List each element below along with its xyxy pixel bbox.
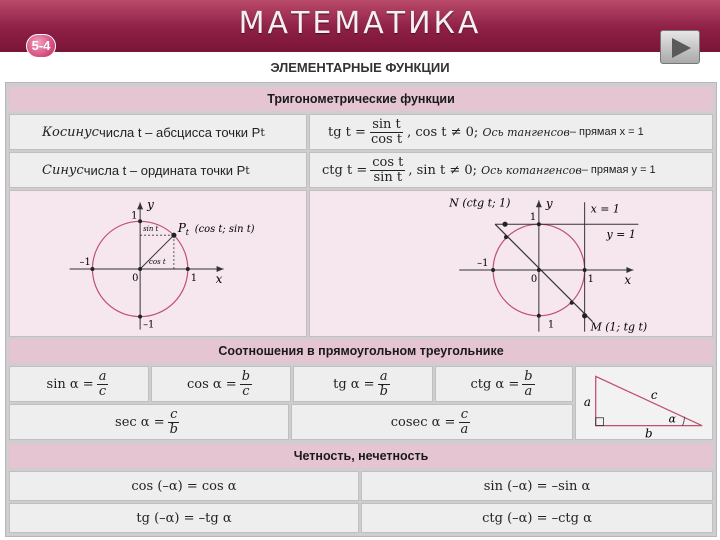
sec-ratio xyxy=(9,404,289,440)
cosine-sub: t xyxy=(260,125,265,139)
sin-parity: sin (–α) = –sin α xyxy=(361,471,713,501)
side-c-label: c xyxy=(650,388,658,403)
sec-ratio-lhs: sec α = xyxy=(115,414,165,430)
sec-ratio-den: b xyxy=(169,421,178,437)
x-label-2: x xyxy=(624,272,632,287)
one-bottom-label-2: 1 xyxy=(547,319,555,331)
minus-one-left-label: –1 xyxy=(79,256,91,268)
point-circle-b xyxy=(570,301,574,305)
header-banner xyxy=(0,0,720,52)
point-circle-a xyxy=(504,235,508,239)
ctg-ratio-lhs: ctg α = xyxy=(470,376,520,392)
ctg-num: cos t xyxy=(372,154,404,170)
right-triangle-diagram xyxy=(576,366,712,440)
sine-definition xyxy=(9,152,307,188)
zero-label: 0 xyxy=(132,272,139,284)
right-angle-mark xyxy=(596,418,604,426)
sin-ratio-num: a xyxy=(98,368,107,384)
sin-ratio-den: c xyxy=(98,383,107,399)
cosec-ratio-lhs: cosec α = xyxy=(390,414,456,430)
tg-ratio-num: a xyxy=(379,368,388,384)
sine-term: Синус xyxy=(42,162,84,178)
tg-num: sin t xyxy=(372,116,401,132)
cos-ratio xyxy=(151,366,291,402)
tangent-circle-figure xyxy=(309,190,713,337)
section-header-triangle: Соотношения в прямоугольном треугольнике xyxy=(9,339,713,363)
sin-label: sin t xyxy=(143,225,159,234)
y-axis-arrow-icon xyxy=(137,202,143,209)
side-b-label: b xyxy=(644,426,653,440)
tg-parity: tg (–α) = –tg α xyxy=(9,503,359,533)
cosine-definition xyxy=(9,114,307,150)
tg-condition: , cos t ≠ 0; xyxy=(407,124,479,140)
cotangent-definition xyxy=(309,152,713,188)
section-header-trig: Тригонометрические функции xyxy=(9,87,713,111)
alpha-arc xyxy=(682,417,684,426)
app-title: МАТЕМАТИКА xyxy=(238,6,482,41)
point-left xyxy=(90,267,94,271)
sin-ratio-lhs: sin α = xyxy=(46,376,94,392)
y-line-label: y = 1 xyxy=(606,228,636,242)
tg-ratio-lhs: tg α = xyxy=(333,376,375,392)
tangent-diagram xyxy=(310,190,712,337)
next-slide-button[interactable] xyxy=(660,30,700,64)
point-right xyxy=(186,267,190,271)
sin-ratio-fraction xyxy=(97,370,109,399)
ctg-ratio xyxy=(435,366,573,402)
tg-den: cos t xyxy=(370,131,403,147)
tg-ratio-fraction xyxy=(378,370,390,399)
point-top-2 xyxy=(537,222,541,226)
ctg-lhs: ctg t = xyxy=(322,162,368,178)
one-top-label: 1 xyxy=(131,210,138,222)
cos-ratio-lhs: cos α = xyxy=(186,376,237,392)
sec-ratio-fraction xyxy=(168,408,180,437)
tg-fraction xyxy=(369,118,404,147)
minus-one-bottom-label: –1 xyxy=(143,319,155,331)
section-header-parity: Четность, нечетность xyxy=(9,444,713,468)
x-line-label: x = 1 xyxy=(590,202,620,216)
y-label-2: y xyxy=(545,196,553,211)
one-right-label-2: 1 xyxy=(587,273,594,285)
tangent-axis-rest: – прямая x = 1 xyxy=(569,126,644,138)
zero-label-2: 0 xyxy=(530,273,538,285)
point-bottom-2 xyxy=(537,314,541,318)
page-subtitle: ЭЛЕМЕНТАРНЫЕ ФУНКЦИИ xyxy=(270,60,450,75)
point-p xyxy=(171,233,176,238)
sec-ratio-num: c xyxy=(170,406,178,422)
cos-parity: cos (–α) = cos α xyxy=(9,471,359,501)
n-label: N (ctg t; 1) xyxy=(449,196,511,210)
cotangent-axis-label: Ось котангенсов xyxy=(481,163,582,177)
point-top xyxy=(138,219,142,223)
ctg-condition: , sin t ≠ 0; xyxy=(408,162,477,178)
point-right-2 xyxy=(583,268,587,272)
page-badge: 5-4 xyxy=(26,34,56,58)
cosine-term: Косинус xyxy=(42,124,99,140)
cosec-ratio-fraction xyxy=(458,408,470,437)
point-m xyxy=(582,313,587,318)
cosec-ratio-den: a xyxy=(460,421,469,437)
poster xyxy=(5,82,717,537)
unit-circle-diagram xyxy=(10,190,306,337)
cotangent-axis-rest: – прямая y = 1 xyxy=(581,164,656,176)
point-left-2 xyxy=(491,268,495,272)
side-a-label: a xyxy=(583,394,591,409)
cos-label: cos t xyxy=(149,257,166,266)
diagonal-line xyxy=(495,224,593,322)
p-coords-label: (cos t; sin t) xyxy=(194,224,255,236)
tg-lhs: tg t = xyxy=(328,124,366,140)
point-bottom xyxy=(138,315,142,319)
cos-ratio-den: c xyxy=(242,383,250,399)
ctg-ratio-den: a xyxy=(524,383,533,399)
point-n xyxy=(502,222,507,227)
tangent-axis-label: Ось тангенсов xyxy=(482,125,570,139)
minus-one-left-label-2: –1 xyxy=(477,257,489,269)
cosec-ratio-num: c xyxy=(460,406,468,422)
one-right-label: 1 xyxy=(190,272,198,284)
origin-point xyxy=(138,267,142,271)
tangent-definition xyxy=(309,114,713,150)
unit-circle-figure xyxy=(9,190,307,337)
cosine-text: числа t – абсцисса точки P xyxy=(98,124,261,140)
sine-text: числа t – ордината точки P xyxy=(83,162,246,178)
p-label: P xyxy=(177,221,186,236)
sin-ratio xyxy=(9,366,149,402)
alpha-label: α xyxy=(668,412,676,426)
play-arrow-icon xyxy=(670,37,692,59)
y-axis-arrow-icon-2 xyxy=(536,200,542,207)
ctg-parity: ctg (–α) = –ctg α xyxy=(361,503,713,533)
p-sub-label: t xyxy=(185,228,190,238)
ctg-fraction xyxy=(370,156,405,185)
sine-sub: t xyxy=(245,163,250,177)
cos-ratio-num: b xyxy=(241,368,251,384)
tg-ratio xyxy=(293,366,433,402)
tg-ratio-den: b xyxy=(379,383,388,399)
ctg-ratio-num: b xyxy=(524,368,533,384)
right-triangle-figure xyxy=(575,366,713,440)
ctg-den: sin t xyxy=(373,169,403,185)
triangle-shape xyxy=(596,376,702,425)
m-label: M (1; tg t) xyxy=(590,320,648,334)
x-label: x xyxy=(215,271,223,286)
ctg-ratio-fraction xyxy=(522,370,534,399)
origin-point-2 xyxy=(537,268,541,272)
y-label: y xyxy=(147,197,154,212)
cosec-ratio xyxy=(291,404,573,440)
one-top-label-2: 1 xyxy=(529,212,537,224)
cos-ratio-fraction xyxy=(240,370,252,399)
